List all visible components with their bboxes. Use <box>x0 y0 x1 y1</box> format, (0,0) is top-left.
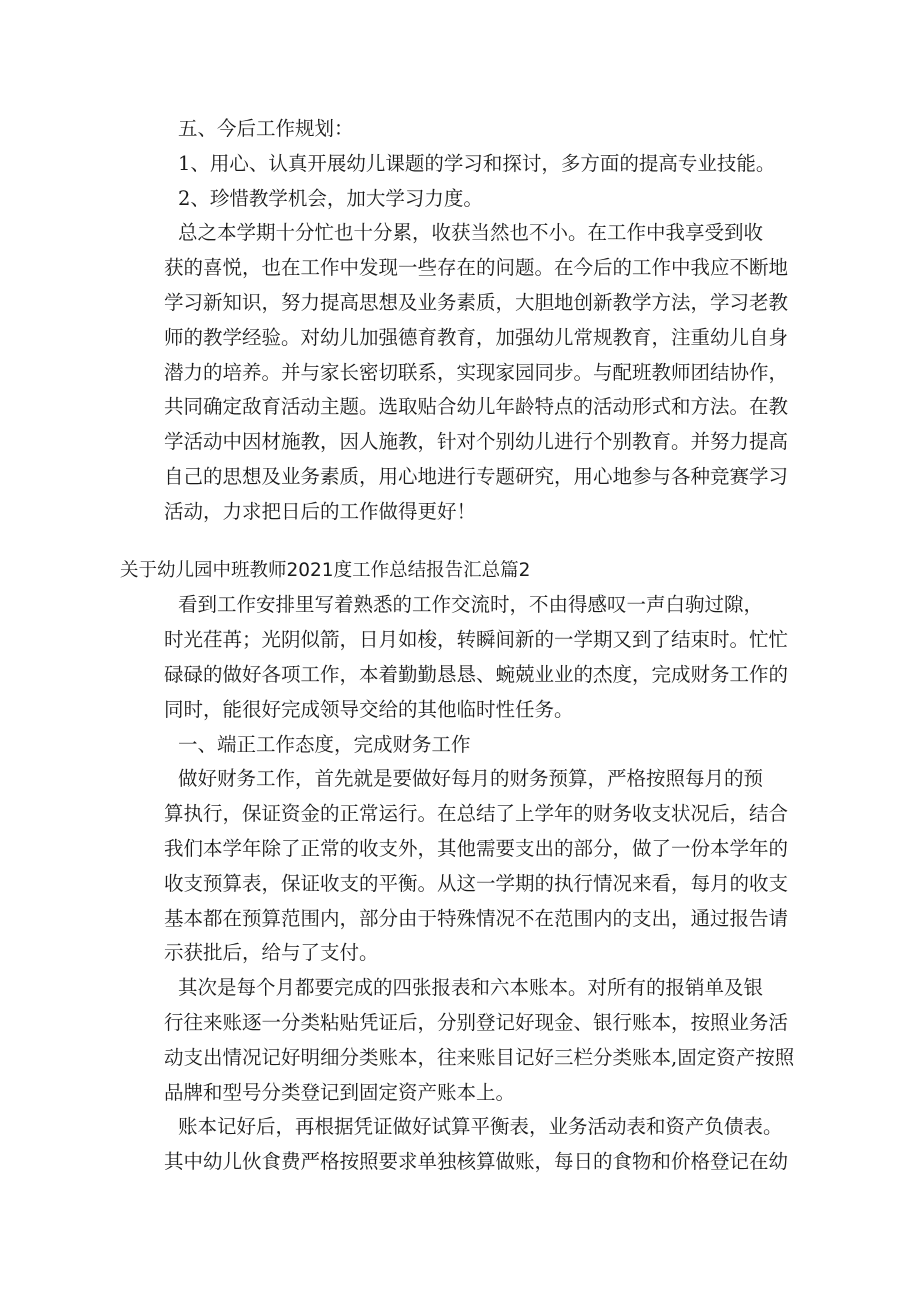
paragraph-line: 活动，力求把日后的工作做得更好！ <box>164 499 477 523</box>
paragraph-line: 做好财务工作，首先就是要做好每月的财务预算，严格按照每月的预 <box>178 767 764 791</box>
paragraph-line: 账本记好后，再根据凭证做好试算平衡表，业务活动表和资产负债表。 <box>178 1115 783 1139</box>
paragraph-line: 动支出情况记好明细分类账本，往来账目记好三栏分类账本,固定资产按照 <box>164 1045 795 1069</box>
paragraph-line: 总之本学期十分忙也十分累，收获当然也不小。在工作中我享受到收 <box>178 221 764 245</box>
paragraph-line: 师的教学经验。对幼儿加强德育教育，加强幼儿常规教育，注重幼儿自身 <box>164 325 789 349</box>
paragraph-line: 自己的思想及业务素质，用心地进行专题研究，用心地参与各种竞赛学习 <box>164 464 789 488</box>
paragraph-line: 学习新知识，努力提高思想及业务素质，大胆地创新教学方法，学习老教 <box>164 290 789 314</box>
paragraph-line: 收支预算表，保证收支的平衡。从这一学期的执行情况来看，每月的收支 <box>164 871 789 895</box>
ledger-paragraph <box>164 971 814 1110</box>
paragraph-line: 学活动中因材施教，因人施教，针对个别幼儿进行个别教育。并努力提高 <box>164 430 789 454</box>
section-heading: 五、今后工作规划： <box>178 117 354 140</box>
paragraph-line: 看到工作安排里写着熟悉的工作交流时，不由得感叹一声白驹过隙， <box>178 593 764 617</box>
subsection-heading: 一、端正工作态度，完成财务工作 <box>178 732 471 756</box>
paragraph-line: 其次是每个月都要完成的四张报表和六本账本。对所有的报销单及银 <box>178 976 764 1000</box>
paragraph-line: 示获批后，给与了支付。 <box>164 941 379 965</box>
intro-paragraph <box>164 588 814 727</box>
paragraph-line: 算执行，保证资金的正常运行。在总结了上学年的财务收支状况后，结合 <box>164 802 789 826</box>
paragraph-line: 基本都在预算范围内，部分由于特殊情况不在范围内的支出，通过报告请 <box>164 906 789 930</box>
article-title: 关于幼儿园中班教师2021度工作总结报告汇总篇2 <box>120 559 531 581</box>
budget-paragraph <box>164 762 814 971</box>
paragraph-line: 行往来账逐一分类粘贴凭证后，分别登记好现金、银行账本，按照业务活 <box>164 1010 789 1034</box>
paragraph-line: 同时，能很好完成领导交给的其他临时性任务。 <box>164 697 574 721</box>
report-paragraph <box>164 1110 814 1180</box>
plan-item-2: 2、珍惜教学机会，加大学习力度。 <box>178 186 483 210</box>
paragraph-line: 其中幼儿伙食费严格按照要求单独核算做账，每日的食物和价格登记在幼 <box>164 1150 789 1174</box>
plan-item-1: 1、用心、认真开展幼儿课题的学习和探讨，多方面的提高专业技能。 <box>178 151 776 175</box>
paragraph-line: 品牌和型号分类登记到固定资产账本上。 <box>164 1080 516 1104</box>
document-body <box>120 112 814 1180</box>
paragraph-line: 获的喜悦，也在工作中发现一些存在的问题。在今后的工作中我应不断地 <box>164 256 789 280</box>
paragraph-line: 共同确定敌育活动主题。选取贴合幼儿年龄特点的活动形式和方法。在教 <box>164 395 789 419</box>
section-gap <box>164 530 814 554</box>
paragraph-line: 时光荏苒；光阴似箭，日月如梭，转瞬间新的一学期又到了结束时。忙忙 <box>164 628 789 652</box>
paragraph-line: 潜力的培养。并与家长密切联系，实现家园同步。与配班教师团结协作， <box>164 360 789 384</box>
summary-paragraph <box>164 216 814 529</box>
paragraph-line: 碌碌的做好各项工作，本着勤勤恳恳、蜿兢业业的杰度，完成财务工作的 <box>164 662 789 686</box>
paragraph-line: 我们本学年除了正常的收支外，其他需要支出的部分，做了一份本学年的 <box>164 836 789 860</box>
